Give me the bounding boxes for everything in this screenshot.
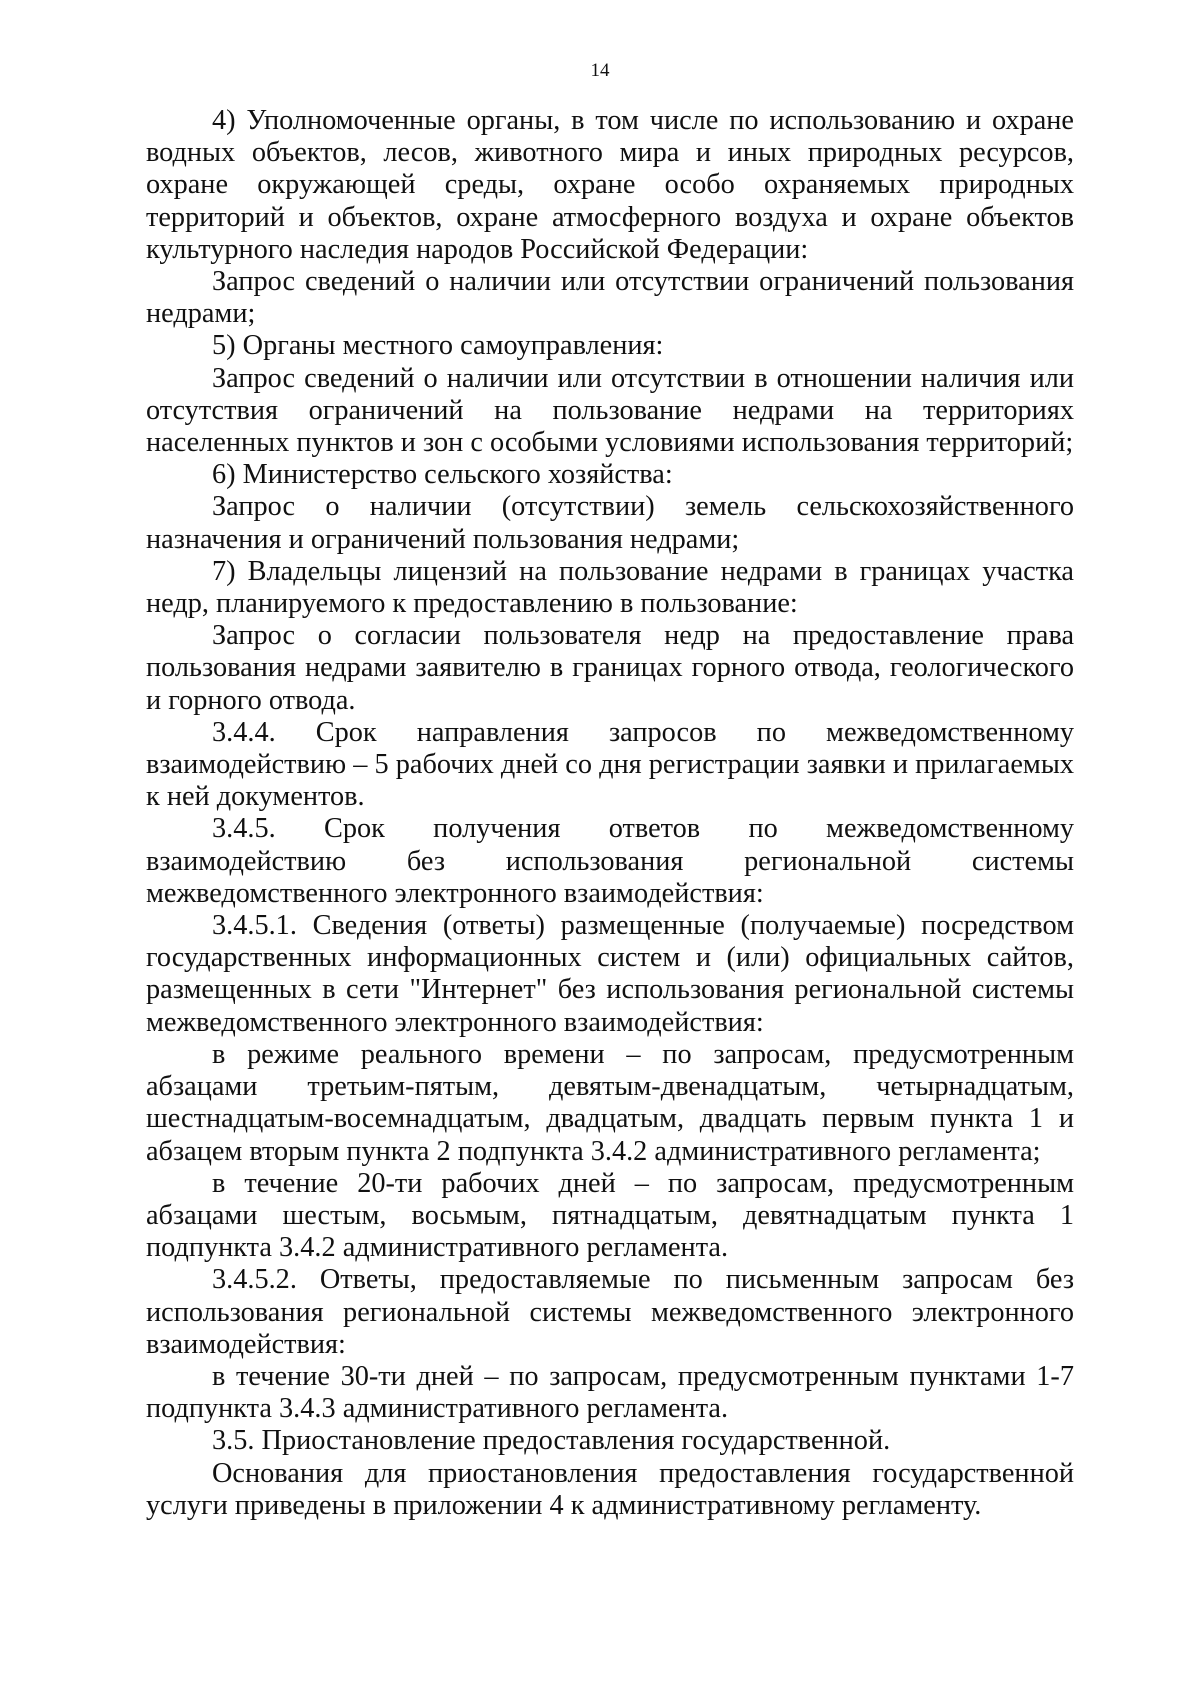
paragraph-item-5-local-government: 5) Органы местного самоуправления: (212, 330, 664, 362)
page-number: 14 (590, 60, 610, 81)
paragraph-item-4-authorities: 4) Уполномоченные органы, в том числе по использованию и охране водных объектов, лесов, животного мира и иных природных ресурсов, охране окружающей среды, охране особо охраняемых природных территорий и объектов, охране атмосферного воздуха и охране объектов культурного наследия народов Российской Федерации: (146, 105, 1074, 265)
paragraph-30-days: в течение 30-ти дней – по запросам, предусмотренным пунктами 1-7 подпункта 3.4.3 административного регламента. (146, 1360, 1074, 1425)
paragraph-request-agricultural-lands: Запрос о наличии (отсутствии) земель сельскохозяйственного назначения и ограничений пользования недрами; (146, 491, 1074, 555)
paragraph-suspension-grounds: Основания для приостановления предоставления государственной услуги приведены в приложении 4 к административному регламенту. (146, 1457, 1074, 1521)
paragraph-3-4-5-2: 3.4.5.2. Ответы, предоставляемые по письменным запросам без использования региональной системы межведомственного электронного взаимодействия: (146, 1264, 1074, 1360)
paragraph-request-territory-restrictions: Запрос сведений о наличии или отсутствии в отношении наличия или отсутствия ограничений на пользование недрами на территориях населенных пунктов и зон с особыми условиями использования территорий; (146, 362, 1074, 459)
document-body (146, 105, 1074, 1522)
paragraph-3-5: 3.5. Приостановление предоставления государственной. (212, 1425, 891, 1457)
paragraph-3-4-4: 3.4.4. Срок направления запросов по межведомственному взаимодействию – 5 рабочих дней со дня регистрации заявки и прилагаемых к ней документов. (146, 716, 1074, 813)
paragraph-item-6-agriculture-ministry: 6) Министерство сельского хозяйства: (212, 459, 673, 491)
paragraph-request-consent: Запрос о согласии пользователя недр на предоставление права пользования недрами заявителю в границах горного отвода, геологического и горного отвода. (146, 620, 1074, 716)
paragraph-real-time: в режиме реального времени – по запросам, предусмотренным абзацами третьим-пятым, девятым-двенадцатым, четырнадцатым, шестнадцатым-восемнадцатым, двадцатым, двадцать первым пункта 1 и абзацем вторым пункта 2 подпункта 3.4.2 административного регламента; (146, 1038, 1074, 1167)
paragraph-3-4-5-1: 3.4.5.1. Сведения (ответы) размещенные (получаемые) посредством государственных информационных систем и (или) официальных сайтов, размещенных в сети "Интернет" без использования региональной системы межведомственного электронного взаимодействия: (146, 910, 1074, 1038)
paragraph-3-4-5: 3.4.5. Срок получения ответов по межведомственному взаимодействию без использования региональной системы межведомственного электронного взаимодействия: (146, 813, 1074, 909)
paragraph-request-subsoil-restrictions: Запрос сведений о наличии или отсутствии ограничений пользования недрами; (146, 266, 1074, 330)
paragraph-20-days: в течение 20-ти рабочих дней – по запросам, предусмотренным абзацами шестым, восьмым, пятнадцатым, девятнадцатым пункта 1 подпункта 3.4.2 административного регламента. (146, 1167, 1074, 1264)
paragraph-item-7-license-holders: 7) Владельцы лицензий на пользование недрами в границах участка недр, планируемого к предоставлению в пользование: (146, 555, 1074, 620)
